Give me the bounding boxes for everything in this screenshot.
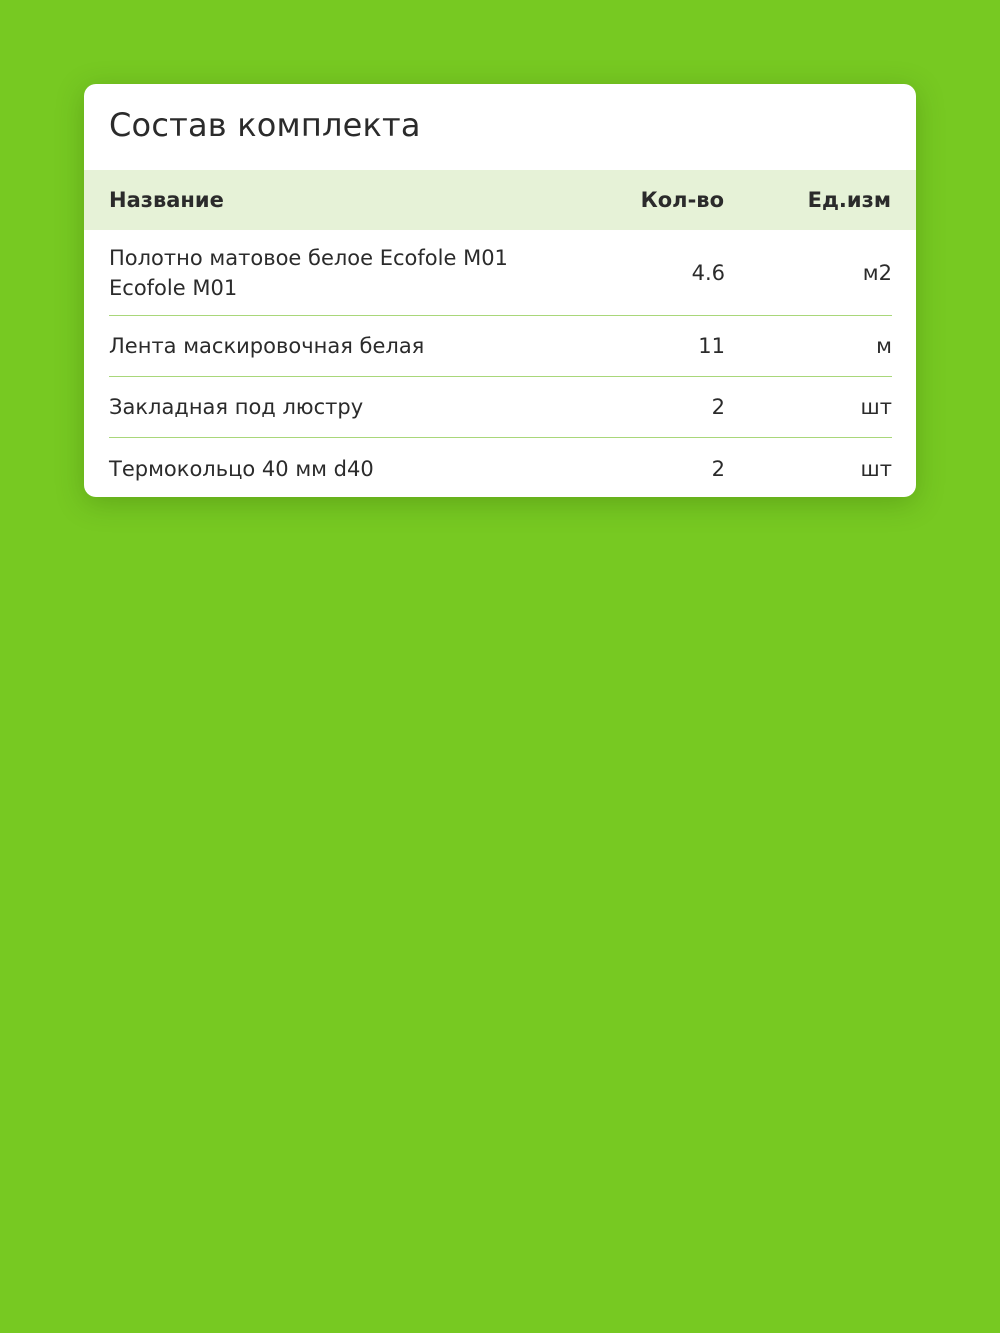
table-row <box>109 316 892 377</box>
cell-item-name: Термокольцо 40 мм d40 <box>109 456 374 481</box>
table-row <box>109 377 892 438</box>
cell-item-name: Лента маскировочная белая <box>109 334 425 358</box>
table-header-row <box>84 170 916 230</box>
cell-item-unit: м <box>876 334 892 358</box>
cell-item-name: Полотно матовое белое Ecofole M01 Ecofole M01 <box>109 245 508 300</box>
column-header-unit: Ед.изм <box>807 188 891 212</box>
kit-composition-card <box>84 84 916 497</box>
table-row <box>109 230 892 316</box>
cell-item-qty: 2 <box>711 395 725 419</box>
table-body <box>109 230 892 497</box>
cell-item-qty: 2 <box>711 456 725 481</box>
cell-item-unit: шт <box>860 456 892 481</box>
table-row <box>109 438 892 497</box>
column-header-name: Название <box>109 188 224 212</box>
column-header-qty: Кол-во <box>640 188 724 212</box>
cell-item-qty: 11 <box>698 334 725 358</box>
cell-item-qty: 4.6 <box>691 260 725 285</box>
cell-item-name: Закладная под люстру <box>109 395 364 419</box>
card-title: Состав комплекта <box>109 106 421 144</box>
cell-item-unit: м2 <box>862 260 892 285</box>
cell-item-unit: шт <box>860 395 892 419</box>
